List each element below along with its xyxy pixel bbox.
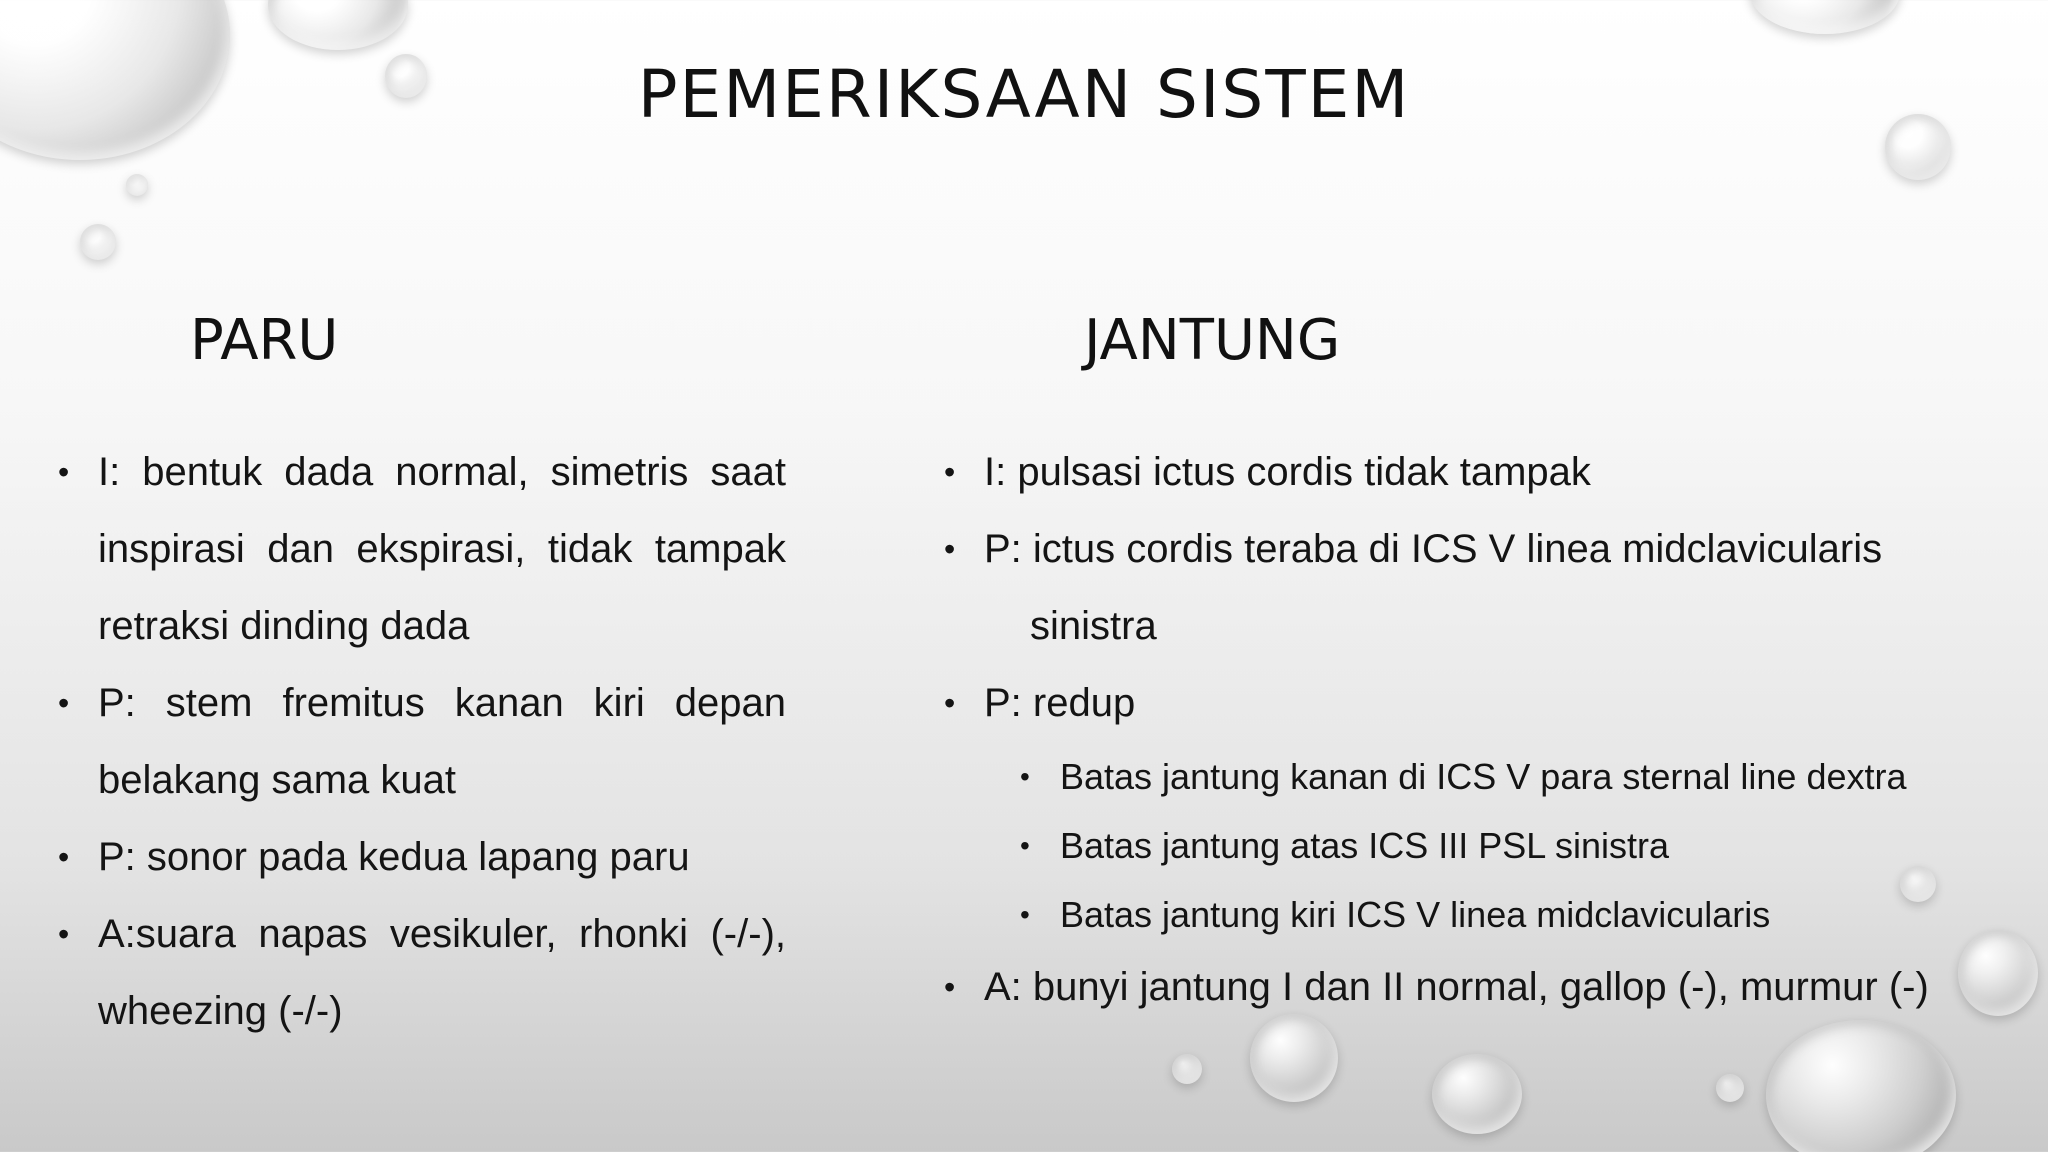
bullet-icon: • <box>944 685 956 721</box>
batas-atas-text: Batas jantung atas ICS III PSL sinistra <box>1060 825 1669 866</box>
paru-perkusi-text: P: sonor pada kedua lapang paru <box>98 835 690 879</box>
water-drop-decoration <box>1716 1074 1744 1102</box>
bullet-icon: • <box>58 454 70 490</box>
list-item <box>944 949 2034 1026</box>
list-item <box>58 665 786 819</box>
list-item <box>944 434 2034 511</box>
batas-kanan-text: Batas jantung kanan di ICS V para sternal line dextra <box>1060 756 1907 797</box>
jantung-inspeksi-text: I: pulsasi ictus cordis tidak tampak <box>984 450 1591 494</box>
list-item <box>58 896 786 1050</box>
paru-palpasi-text: P: stem fremitus kanan kiri depan belakang sama kuat <box>98 681 786 802</box>
paru-inspeksi-text: I: bentuk dada normal, simetris saat inspirasi dan ekspirasi, tidak tampak retraksi dinding dada <box>98 450 786 648</box>
bullet-icon: • <box>1020 899 1030 930</box>
bullet-icon: • <box>58 685 70 721</box>
bullet-icon: • <box>58 839 70 875</box>
water-drop-decoration <box>1750 0 1900 34</box>
list-item <box>58 434 786 665</box>
slide-title: PEMERIKSAAN SISTEM <box>637 56 1411 133</box>
jantung-auskultasi-text: A: bunyi jantung I dan II normal, gallop (-), murmur (-) <box>984 965 1929 1009</box>
bullet-icon: • <box>58 916 70 952</box>
jantung-perkusi-text: P: redup <box>984 681 1136 725</box>
bullet-icon: • <box>944 969 956 1005</box>
water-drop-decoration <box>268 0 408 50</box>
bullet-icon: • <box>1020 761 1030 792</box>
paru-heading: PARU <box>190 308 339 373</box>
bullet-icon: • <box>944 454 956 490</box>
water-drop-decoration <box>126 174 148 196</box>
water-drop-decoration <box>1250 1014 1338 1102</box>
water-drop-decoration <box>1432 1054 1522 1134</box>
sub-list-item <box>944 880 2034 949</box>
bullet-icon: • <box>944 531 956 567</box>
paru-auskultasi-text: A:suara napas vesikuler, rhonki (-/-), wheezing (-/-) <box>98 912 786 1033</box>
jantung-palpasi-text: P: ictus cordis teraba di ICS V linea midclavicularis <box>984 527 1883 571</box>
paru-list <box>58 434 786 1050</box>
jantung-list <box>944 434 2034 1026</box>
sub-list-item <box>944 811 2034 880</box>
jantung-palpasi-continuation: sinistra <box>1030 604 1157 648</box>
list-item <box>58 819 786 896</box>
list-item <box>944 665 2034 742</box>
water-drop-decoration <box>1766 1020 1956 1152</box>
bullet-icon: • <box>1020 830 1030 861</box>
water-drop-decoration <box>1172 1054 1202 1084</box>
batas-kiri-text: Batas jantung kiri ICS V linea midclavicularis <box>1060 894 1771 935</box>
sub-list-item <box>944 742 2034 811</box>
water-drop-decoration <box>80 224 116 260</box>
jantung-heading: JANTUNG <box>1084 308 1341 373</box>
list-item <box>944 511 2034 665</box>
